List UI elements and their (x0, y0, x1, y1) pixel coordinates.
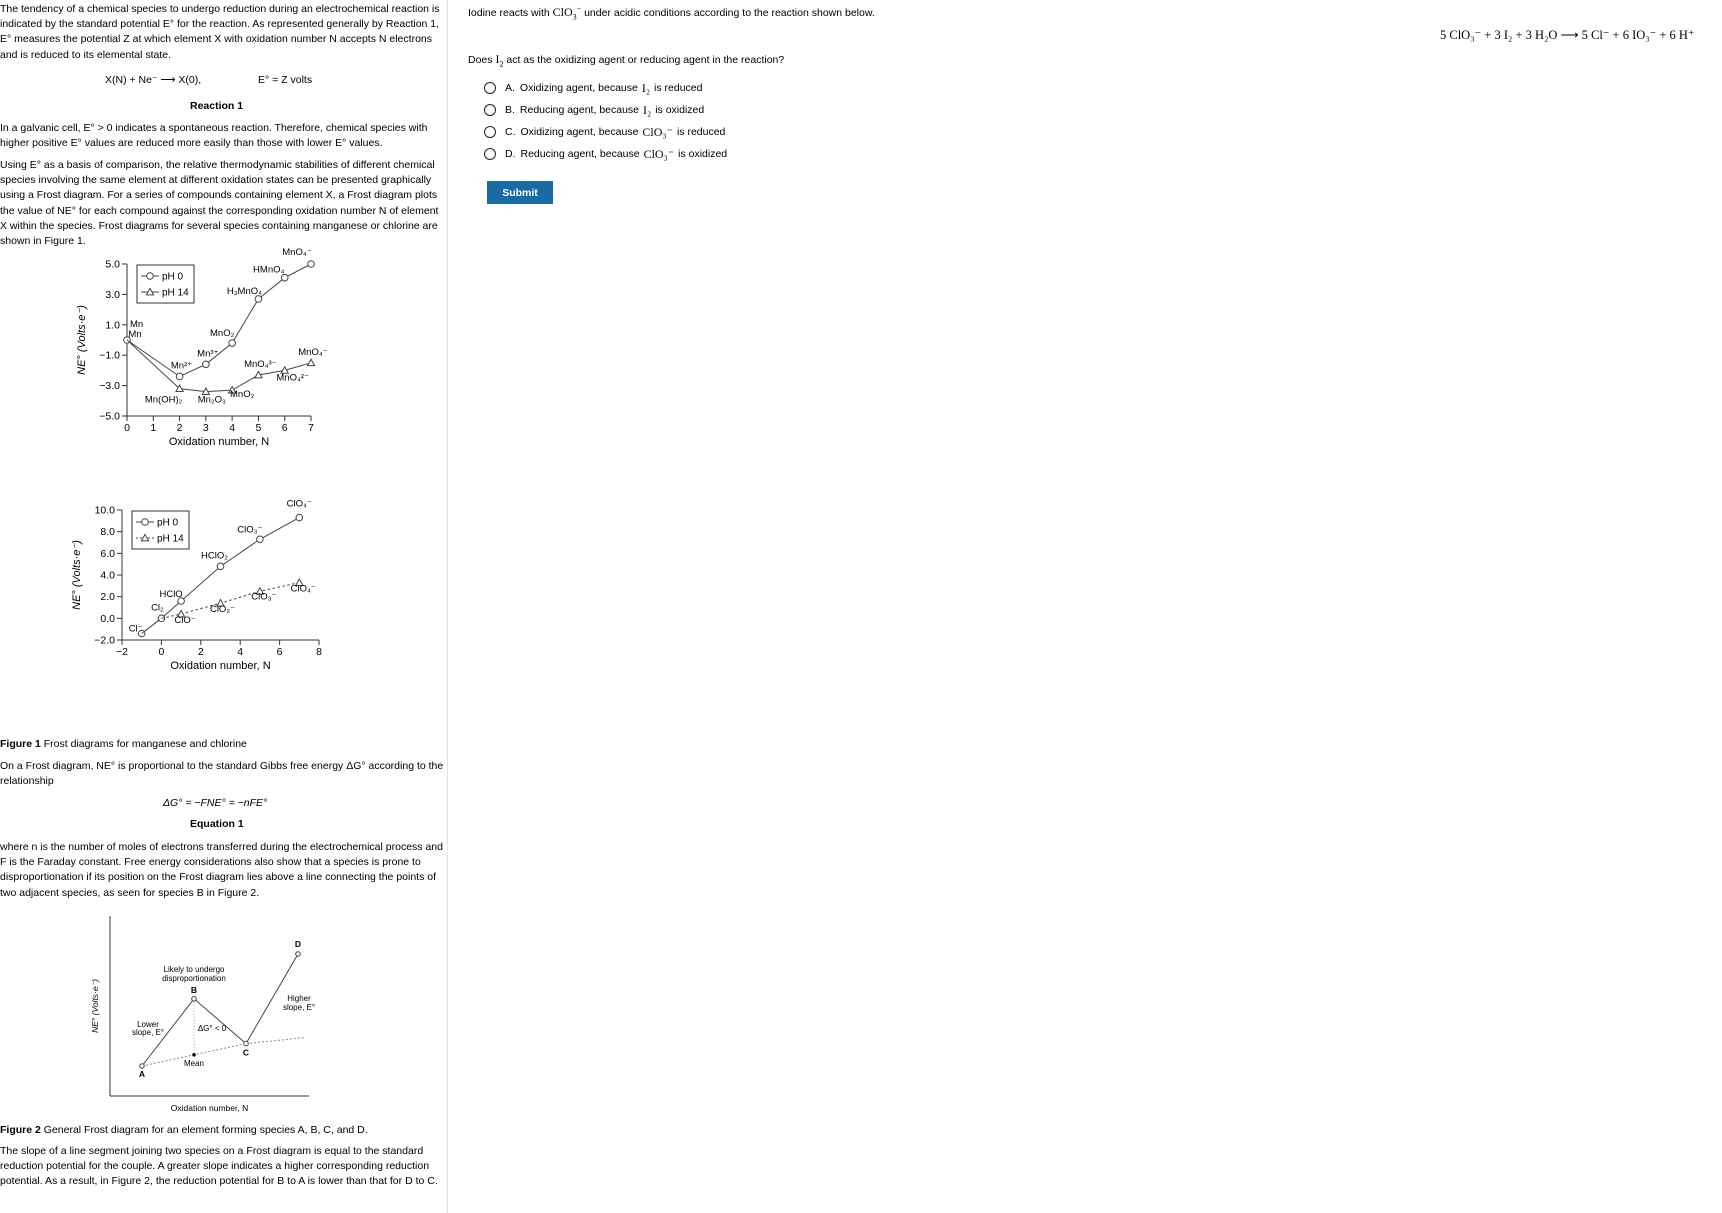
passage-panel (0, 0, 448, 1213)
species-label: MnO₄²⁻ (276, 372, 310, 384)
y-axis-label: NE° (Volts·e⁻) (76, 305, 88, 375)
x-tick-label: 0 (124, 422, 130, 434)
point-label: D (294, 939, 302, 949)
species-label: Mn₂O₃ (197, 394, 226, 406)
question-panel (448, 0, 1722, 1213)
species-label: MnO₂ (210, 328, 235, 340)
y-tick-label: 4.0 (100, 569, 115, 582)
legend-marker-ph0 (142, 519, 149, 526)
mean-point (192, 1053, 196, 1057)
annotation-higher-slope: slope, E° (282, 1003, 316, 1012)
option-species: ClO₃⁻ (642, 124, 673, 139)
question-prompt (468, 52, 784, 68)
x-axis-label: Oxidation number, N (168, 436, 270, 448)
question-intro-pre: Iodine reacts with (468, 7, 550, 19)
annotation-lower-slope: slope, E° (131, 1028, 165, 1037)
x-tick-label: 0 (158, 646, 165, 658)
species-label: Mn³⁺ (197, 348, 219, 360)
option-text-pre: Oxidizing agent, because (519, 82, 638, 94)
figure-1-caption-label: Figure 1 (0, 738, 41, 750)
figure-1-caption (0, 738, 247, 750)
submit-button[interactable]: Submit (487, 181, 553, 204)
passage-paragraph-2: In a galvanic cell, E° > 0 indicates a spontaneous reaction. Therefore, chemical species with higher positive E° values are reduced more easily than those with lower E° values. (0, 122, 428, 150)
species-label: ClO₄⁻ (286, 498, 312, 510)
species-label: HClO (159, 589, 183, 600)
option-a[interactable] (484, 80, 702, 96)
annotation-mean: Mean (183, 1058, 205, 1068)
point-ph14 (307, 359, 314, 365)
passage-paragraph-4: On a Frost diagram, NE° is proportional to the standard Gibbs free energy ΔG° according to the relationship (0, 760, 444, 788)
y-tick-label: 0.0 (100, 612, 115, 625)
option-d[interactable] (484, 146, 727, 162)
figure-2-caption (0, 1124, 368, 1136)
point-ph0 (308, 261, 315, 268)
species-label: ClO₃⁻ (251, 591, 277, 603)
species-label: Mn(OH)₂ (144, 394, 183, 406)
passage-paragraph-1: The tendency of a chemical species to undergo reduction during an electrochemical reaction is indicated by the standard potential E° for the reaction. As represented generally by Reaction 1, E° measures the potential Z at which element X with oxidation number N accepts N electrons and is reduced to its elemental state. (0, 3, 440, 61)
figure-2-caption-label: Figure 2 (0, 1124, 41, 1136)
reaction-1-lhs: X(N) + Ne⁻ ⟶ X(0), (105, 74, 202, 86)
option-text-pre: Reducing agent, because (519, 104, 640, 116)
x-tick-label: 7 (308, 422, 314, 434)
point-ph0 (296, 514, 303, 521)
y-tick-label: 3.0 (105, 288, 120, 301)
point-ph0 (203, 361, 210, 368)
passage-paragraph-3: Using E° as a basis of comparison, the relative thermodynamic stabilities of different chemical species involving the same element at different oxidation states can be presented graphically using a Frost diagram. For a series of compounds containing element X, a Frost diagram plots the value of NE° for each compound against the corresponding oxidation number N of element X within the species. Frost diagrams for several species containing manganese or chlorine are shown in Figure 1. (0, 159, 439, 248)
point-d (296, 952, 301, 957)
annotation-lower-slope: Lower (137, 1020, 159, 1029)
series-ph14-line (127, 340, 311, 392)
option-species: ClO₃⁻ (643, 146, 675, 161)
question-prompt-post: act as the oxidizing agent or reducing agent in the reaction? (506, 54, 785, 66)
reaction-1-rhs: E° = Z volts (258, 74, 313, 86)
y-axis-label: NE° (Volts·e⁻) (90, 979, 100, 1033)
x-tick-label: 4 (229, 422, 236, 434)
annotation-disproportionation: disproportionation (162, 973, 226, 983)
y-tick-label: 6.0 (100, 547, 115, 560)
point-ph0 (176, 373, 183, 380)
chlorate-formula: ClO$_3$− (552, 4, 582, 22)
x-tick-label: 6 (281, 422, 288, 434)
species-label: HMnO₄ (253, 264, 285, 276)
question-prompt-pre: Does (468, 54, 493, 66)
species-label: MnO₄³⁻ (244, 358, 277, 370)
x-axis-label: Oxidation number, N (170, 1103, 249, 1113)
reaction-1-label: Reaction 1 (190, 100, 244, 112)
option-letter: A. (505, 82, 515, 94)
option-text-post: is oxidized (678, 148, 728, 160)
option-b[interactable] (484, 102, 704, 118)
option-text-pre: Reducing agent, because (520, 148, 640, 160)
point-a (140, 1064, 145, 1069)
annotation-disproportionation: Likely to undergo (163, 964, 225, 974)
species-label: Mn (128, 329, 142, 340)
species-label: ClO₃⁻ (237, 524, 263, 536)
point-label: B (190, 984, 198, 995)
species-label: ClO₂⁻ (209, 604, 236, 616)
species-label: Mn²⁺ (170, 360, 193, 372)
option-species: I₂ (643, 102, 652, 117)
x-tick-label: 8 (316, 646, 322, 658)
passage-paragraph-6: The slope of a line segment joining two species on a Frost diagram is equal to the standard reduction potential for the couple. A greater slope indicates a higher corresponding reduction potential. As a result, in Figure 2, the reduction potential for B to A is lower than that for D to C. (0, 1145, 438, 1188)
y-tick-label: 1.0 (105, 319, 120, 332)
option-text-pre: Oxidizing agent, because (520, 126, 639, 138)
manganese-frost-diagram (0, 247, 447, 488)
equation-1: ΔG° = −FNE° = −nFE° (163, 797, 268, 809)
option-text-post: is reduced (676, 126, 726, 138)
chlorine-frost-diagram (0, 498, 447, 734)
y-tick-label: 8.0 (100, 526, 115, 539)
point-label: A (138, 1069, 146, 1079)
species-label: MnO₂ (230, 389, 255, 401)
species-label: Cl₂ (151, 602, 164, 614)
equation-1-label: Equation 1 (190, 818, 244, 830)
option-text-post: is oxidized (655, 104, 705, 116)
question-intro (468, 4, 875, 21)
figure-2-caption-text: General Frost diagram for an element forming species A, B, C, and D. (43, 1124, 368, 1136)
iodine-formula: $I_2$ (495, 52, 504, 69)
species-label: MnO₄⁻ (282, 247, 312, 258)
y-tick-label: −3.0 (99, 380, 120, 393)
radio-icon[interactable] (484, 82, 496, 94)
legend-label-ph14: pH 14 (157, 533, 184, 545)
reaction-equation: 5 ClO₃⁻ + 3 I₂ + 3 H₂O ⟶ 5 Cl⁻ + 6 IO₃⁻ + 6 H⁺ (1440, 28, 1695, 42)
figure-1-caption-text: Frost diagrams for manganese and chlorine (43, 738, 247, 750)
point-c (244, 1041, 249, 1046)
y-tick-label: −1.0 (99, 349, 120, 362)
point-ph0 (217, 563, 224, 570)
reference-line-extension (246, 1038, 305, 1044)
legend-label-ph14: pH 14 (162, 287, 189, 299)
radio-icon[interactable] (484, 104, 496, 116)
x-tick-label: −2 (116, 646, 128, 658)
option-text-post: is reduced (654, 82, 703, 94)
option-c[interactable] (484, 124, 725, 140)
x-axis-label: Oxidation number, N (170, 660, 271, 672)
x-tick-label: 4 (237, 646, 244, 658)
option-letter: D. (505, 148, 516, 160)
y-tick-label: 10.0 (94, 504, 115, 517)
x-tick-label: 2 (197, 646, 204, 658)
species-label: H₃MnO₄ (226, 285, 263, 297)
x-tick-label: 2 (176, 422, 183, 434)
species-label: ClO₄⁻ (290, 583, 316, 595)
y-tick-label: −5.0 (99, 410, 120, 423)
radio-icon[interactable] (484, 148, 496, 160)
x-tick-label: 5 (255, 422, 262, 434)
y-tick-label: 2.0 (100, 591, 115, 604)
species-label: HClO₂ (201, 550, 228, 562)
y-tick-label: −2.0 (94, 634, 115, 647)
legend-label-ph0: pH 0 (162, 271, 184, 283)
question-intro-post: under acidic conditions according to the reaction shown below. (584, 7, 875, 19)
point-label: C (242, 1047, 250, 1058)
point-ph0 (257, 536, 264, 543)
species-label: Mn (130, 319, 144, 330)
annotation-higher-slope: Higher (287, 994, 311, 1003)
general-frost-diagram (0, 912, 447, 1117)
x-tick-label: 6 (276, 646, 283, 658)
species-label: ClO⁻ (174, 615, 196, 626)
radio-icon[interactable] (484, 126, 496, 138)
legend-marker-ph0 (147, 273, 154, 280)
y-tick-label: 5.0 (105, 258, 120, 271)
option-letter: B. (505, 104, 515, 116)
y-axis-label: NE° (Volts·e⁻) (71, 540, 83, 610)
passage-paragraph-5: where n is the number of moles of electrons transferred during the electrochemical process and F is the Faraday constant. Free energy considerations also show that a species is prone to disproportionation if its position on the Frost diagram lies above a line connecting the points of two adjacent species, as seen for species B in Figure 2. (0, 841, 443, 899)
option-letter: C. (505, 126, 516, 138)
point-ph0 (229, 340, 236, 347)
point-b (192, 997, 197, 1002)
annotation-delta-g: ΔG° < 0 (197, 1023, 227, 1033)
species-label: Cl⁻ (128, 623, 143, 635)
x-tick-label: 3 (202, 422, 209, 434)
species-label: MnO₄⁻ (298, 346, 328, 358)
legend-label-ph0: pH 0 (157, 517, 179, 529)
option-species: I₂ (641, 80, 651, 95)
x-tick-label: 1 (150, 422, 157, 434)
